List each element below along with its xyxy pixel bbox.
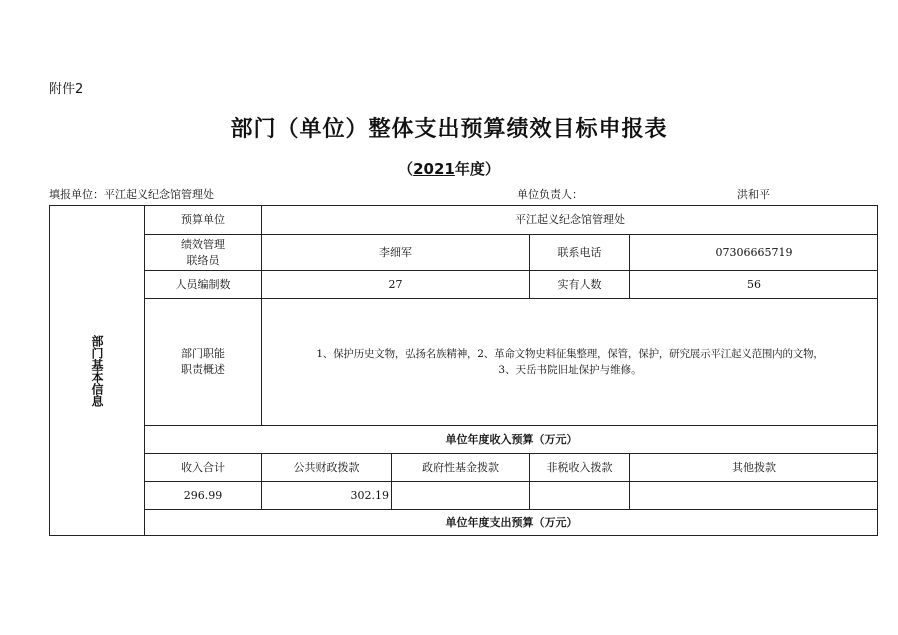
year-suffix: 年度 bbox=[454, 160, 485, 178]
phone-value: 07306665719 bbox=[629, 234, 878, 270]
duties-text bbox=[261, 298, 878, 425]
income-col-non-tax: 非税收入拨款 bbox=[529, 453, 629, 481]
staff-quota-label: 人员编制数 bbox=[144, 270, 261, 298]
year-number: 2021 bbox=[413, 160, 455, 178]
income-val-non-tax bbox=[529, 481, 629, 509]
page-title: 部门（单位）整体支出预算绩效目标申报表 bbox=[230, 117, 668, 142]
actual-staff-value: 56 bbox=[629, 270, 878, 298]
perf-contact-label-line1: 绩效管理 bbox=[181, 237, 225, 251]
income-col-public-finance: 公共财政拨款 bbox=[261, 453, 391, 481]
section-cell bbox=[49, 205, 144, 536]
attachment-label: 附件2 bbox=[49, 82, 84, 97]
duties-text-line2: 3、天岳书院旧址保护与维修。 bbox=[498, 364, 642, 376]
income-val-total: 296.99 bbox=[144, 481, 261, 509]
duties-label-line1: 部门职能 bbox=[181, 347, 225, 360]
income-val-public-finance: 302.19 bbox=[261, 481, 391, 509]
budget-unit-label: 预算单位 bbox=[144, 205, 261, 234]
expense-heading: 单位年度支出预算（万元） bbox=[144, 509, 878, 536]
phone-label: 联系电话 bbox=[529, 234, 629, 270]
perf-contact-label-line2: 联络员 bbox=[186, 253, 220, 267]
duties-label bbox=[144, 298, 261, 425]
year-open: （ bbox=[398, 160, 414, 178]
income-col-total: 收入合计 bbox=[144, 453, 261, 481]
responsible-name: 洪和平 bbox=[737, 188, 770, 201]
income-val-other bbox=[629, 481, 878, 509]
income-heading: 单位年度收入预算（万元） bbox=[144, 425, 878, 453]
perf-contact-label bbox=[144, 234, 261, 270]
section-label: 部门基本信息 bbox=[90, 335, 104, 407]
year-close: ） bbox=[484, 160, 500, 178]
year-line bbox=[0, 158, 898, 179]
income-val-gov-fund bbox=[391, 481, 529, 509]
budget-unit-value: 平江起义纪念馆管理处 bbox=[261, 205, 878, 234]
income-col-other: 其他拨款 bbox=[629, 453, 878, 481]
duties-text-line1: 1、保护历史文物，弘扬名族精神，2、革命文物史料征集整理，保管，保护，研究展示平江起义范围内的文物， bbox=[316, 348, 824, 360]
responsible-label: 单位负责人： bbox=[517, 188, 583, 201]
income-col-gov-fund: 政府性基金拨款 bbox=[391, 453, 529, 481]
perf-contact-value: 李细军 bbox=[261, 234, 529, 270]
actual-staff-label: 实有人数 bbox=[529, 270, 629, 298]
duties-label-line2: 职责概述 bbox=[181, 363, 225, 376]
filling-unit: 填报单位：平江起义纪念馆管理处 bbox=[49, 188, 214, 201]
staff-quota-value: 27 bbox=[261, 270, 529, 298]
